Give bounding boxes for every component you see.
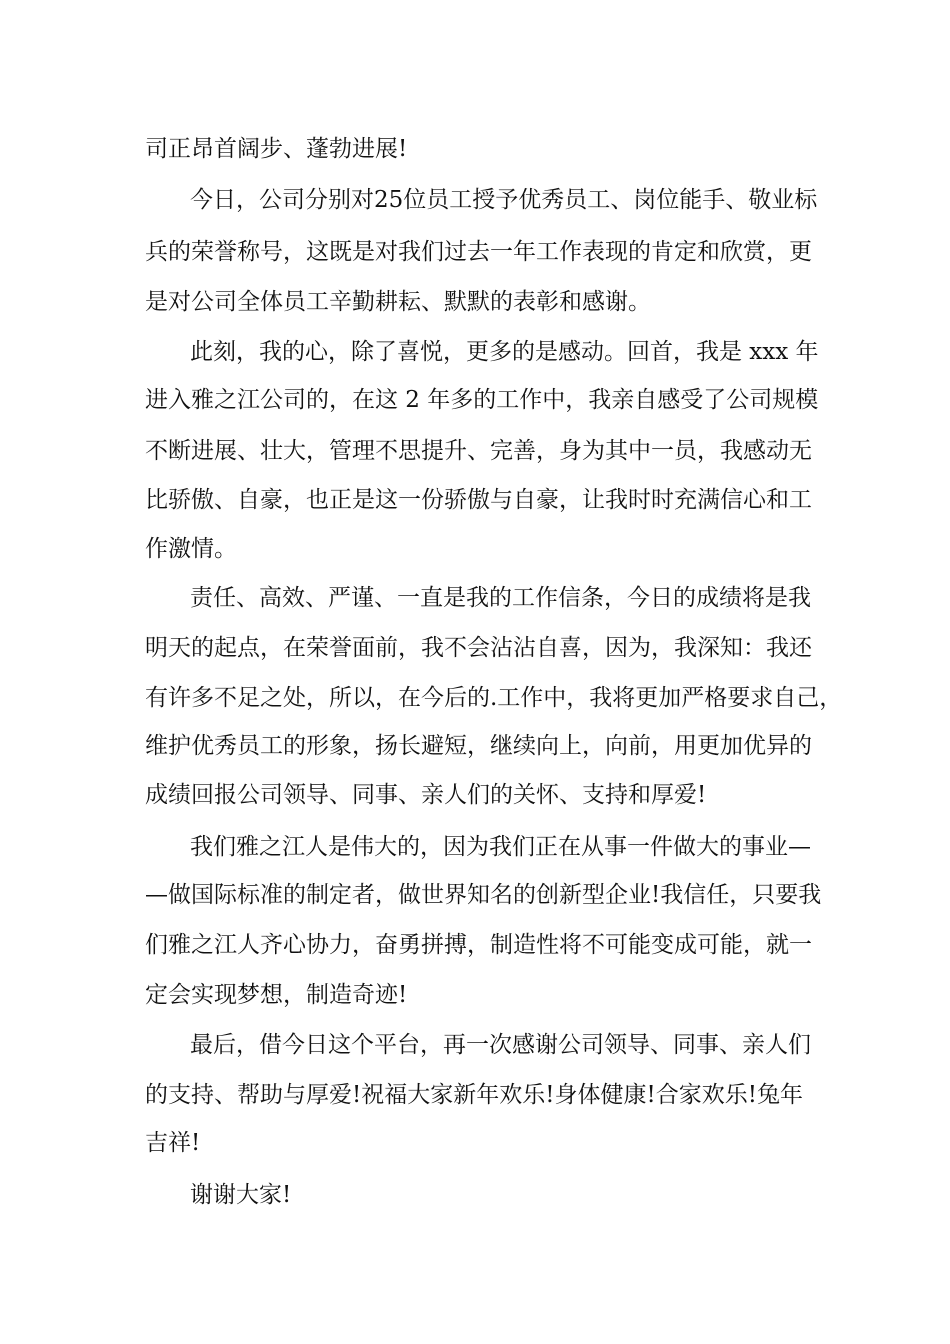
paragraph-6-line-1: 最后，借今日这个平台，再一次感谢公司领导、同事、亲人们: [190, 1032, 811, 1058]
paragraph-3-line-4: 比骄傲、自豪，也正是这一份骄傲与自豪，让我时时充满信心和工: [145, 487, 812, 513]
paragraph-3-line-1: 此刻，我的心，除了喜悦，更多的是感动。回首，我是 xxx 年: [190, 339, 819, 365]
paragraph-2-line-2: 兵的荣誉称号，这既是对我们过去一年工作表现的肯定和欣赏，更: [145, 239, 812, 265]
paragraph-3-line-2: 进入雅之江公司的，在这 2 年多的工作中，我亲自感受了公司规模: [145, 387, 819, 413]
paragraph-4-line-3: 有许多不足之处，所以，在今后的.工作中，我将更加严格要求自己，: [145, 685, 843, 711]
paragraph-4-line-4: 维护优秀员工的形象，扬长避短，继续向上，向前，用更加优异的: [145, 733, 812, 759]
paragraph-2-line-1: 今日，公司分别对25位员工授予优秀员工、岗位能手、敬业标: [190, 187, 818, 213]
paragraph-4-line-5: 成绩回报公司领导、同事、亲人们的关怀、支持和厚爱!: [145, 782, 707, 808]
paragraph-3-line-3: 不断进展、壮大，管理不思提升、完善，身为其中一员，我感动无: [145, 438, 812, 464]
paragraph-1-line-1: 司正昂首阔步、蓬勃进展!: [145, 136, 408, 162]
paragraph-4-line-1: 责任、高效、严谨、一直是我的工作信条，今日的成绩将是我: [190, 585, 811, 611]
paragraph-2-line-3: 是对公司全体员工辛勤耕耘、默默的表彰和感谢。: [145, 289, 651, 315]
paragraph-6-line-2: 的支持、帮助与厚爱!祝福大家新年欢乐!身体健康!合家欢乐!兔年: [145, 1082, 803, 1108]
paragraph-5-line-3: 们雅之江人齐心协力，奋勇拼搏，制造性将不可能变成可能，就一: [145, 932, 812, 958]
paragraph-5-line-1: 我们雅之江人是伟大的，因为我们正在从事一件做大的事业—: [190, 834, 811, 860]
paragraph-3-line-5: 作激情。: [145, 536, 237, 562]
paragraph-5-line-4: 定会实现梦想，制造奇迹!: [145, 982, 408, 1008]
paragraph-4-line-2: 明天的起点，在荣誉面前，我不会沾沾自喜，因为，我深知：我还: [145, 635, 812, 661]
paragraph-7-line-1: 谢谢大家!: [190, 1182, 292, 1208]
paragraph-6-line-3: 吉祥!: [145, 1130, 201, 1156]
paragraph-5-line-2: —做国际标准的制定者，做世界知名的创新型企业!我信任，只要我: [145, 882, 822, 908]
